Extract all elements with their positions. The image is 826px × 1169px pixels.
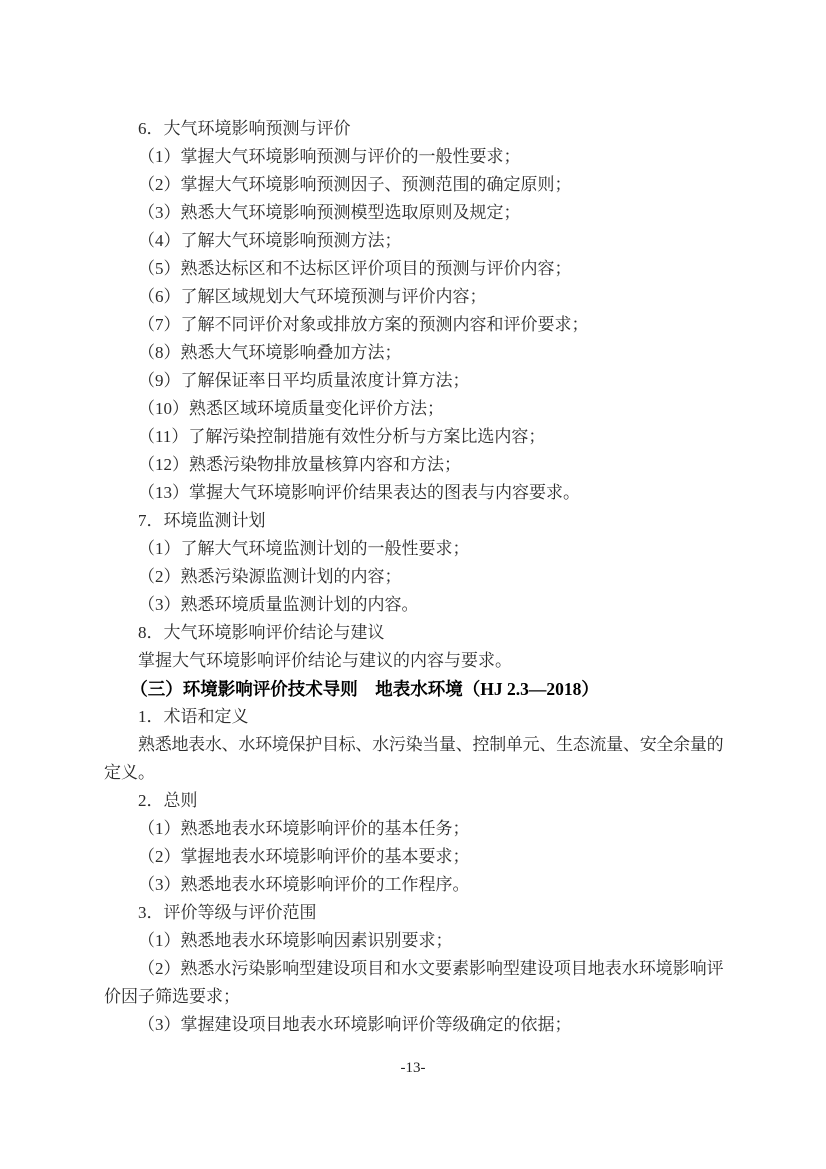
text-line: （4）了解大气环境影响预测方法； [138, 231, 402, 250]
text-line: （6）了解区域规划大气环境预测与评价内容； [138, 287, 487, 306]
text-line: （2）熟悉污染源监测计划的内容； [138, 567, 402, 586]
text-line: （3）熟悉大气环境影响预测模型选取原则及规定； [138, 203, 521, 222]
text-line: 价因子筛选要求； [104, 987, 240, 1006]
text-line: 定义。 [104, 763, 155, 782]
text-line: （3）掌握建设项目地表水环境影响评价等级确定的依据； [138, 1015, 572, 1034]
text-line: （1）掌握大气环境影响预测与评价的一般性要求； [138, 147, 521, 166]
section-heading: （三）环境影响评价技术导则 地表水环境（HJ 2.3—2018） [130, 679, 599, 699]
text-line: 3．评价等级与评价范围 [138, 903, 317, 922]
text-line: 熟悉地表水、水环境保护目标、水污染当量、控制单元、生态流量、安全余量的 [138, 735, 723, 754]
text-line: （2）掌握地表水环境影响评价的基本要求； [138, 847, 470, 866]
text-line: （5）熟悉达标区和不达标区评价项目的预测与评价内容； [138, 259, 572, 278]
text-line: 8．大气环境影响评价结论与建议 [138, 623, 385, 642]
text-line: 6．大气环境影响预测与评价 [138, 119, 351, 138]
document-body [104, 115, 723, 1039]
text-line: （1）熟悉地表水环境影响因素识别要求； [138, 931, 453, 950]
text-line: （9）了解保证率日平均质量浓度计算方法； [138, 371, 470, 390]
text-line: 掌握大气环境影响评价结论与建议的内容与要求。 [138, 651, 512, 670]
text-line: （11）了解污染控制措施有效性分析与方案比选内容； [138, 427, 546, 446]
text-line: （3）熟悉环境质量监测计划的内容。 [138, 595, 419, 614]
text-line: （12）熟悉污染物排放量核算内容和方法； [138, 455, 461, 474]
text-line: （3）熟悉地表水环境影响评价的工作程序。 [138, 875, 470, 894]
page-number: -13- [400, 1060, 426, 1076]
text-line: 7．环境监测计划 [138, 511, 266, 530]
text-line: （2）掌握大气环境影响预测因子、预测范围的确定原则； [138, 175, 572, 194]
text-line: 1．术语和定义 [138, 707, 249, 726]
text-line: （2）熟悉水污染影响型建设项目和水文要素影响型建设项目地表水环境影响评 [138, 959, 723, 978]
text-line: （13）掌握大气环境影响评价结果表达的图表与内容要求。 [138, 483, 580, 502]
text-line: （1）熟悉地表水环境影响评价的基本任务； [138, 819, 470, 838]
text-line: （8）熟悉大气环境影响叠加方法； [138, 343, 402, 362]
text-line: （7）了解不同评价对象或排放方案的预测内容和评价要求； [138, 315, 589, 334]
text-line: （1）了解大气环境监测计划的一般性要求； [138, 539, 470, 558]
text-line: （10）熟悉区域环境质量变化评价方法； [138, 399, 444, 418]
text-line: 2．总则 [138, 791, 198, 810]
